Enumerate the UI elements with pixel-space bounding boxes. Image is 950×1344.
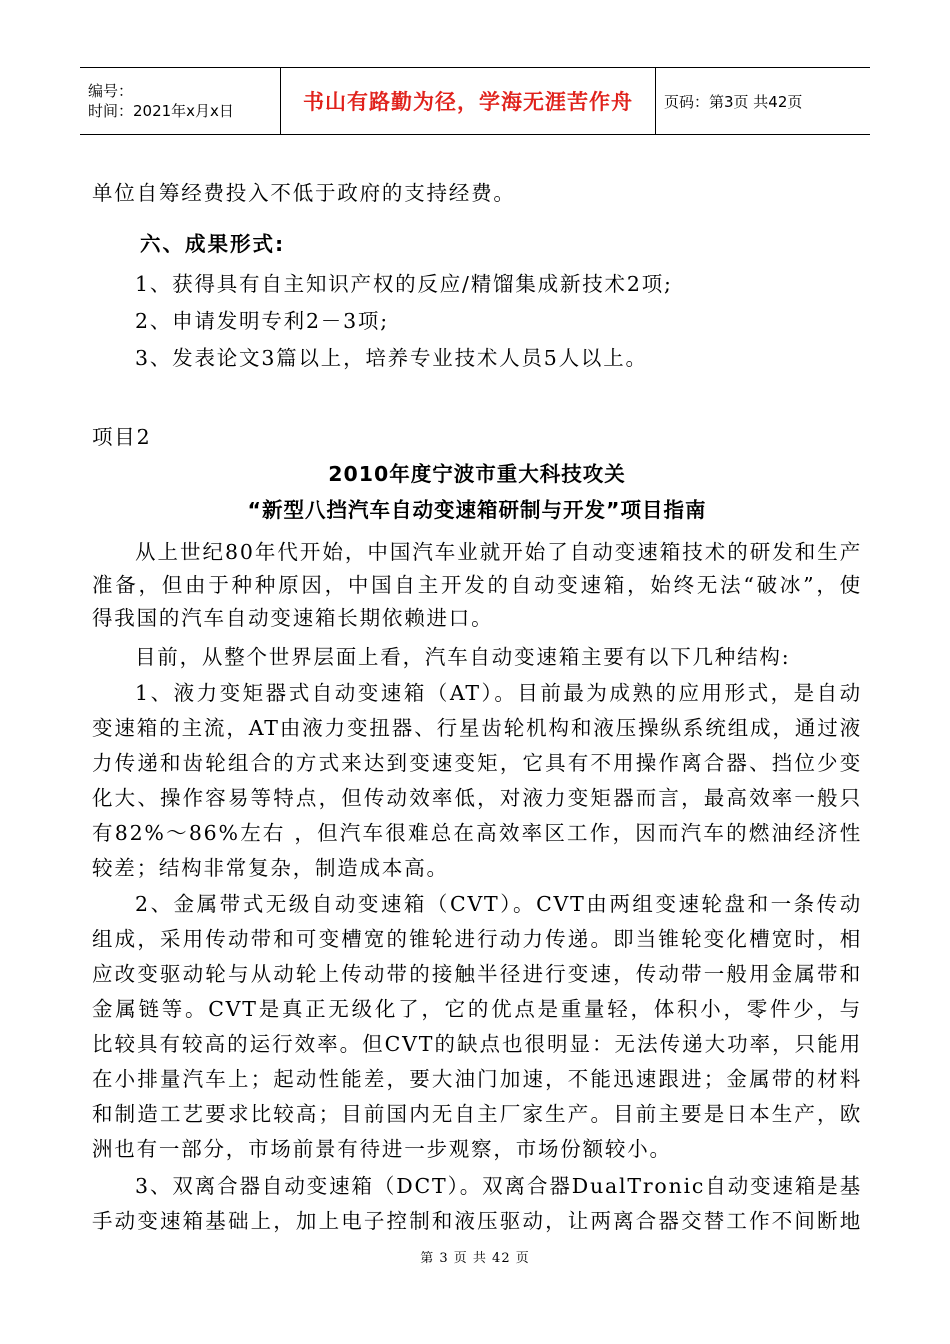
project-label: 项目2 — [92, 425, 152, 449]
number-label: 编号： — [88, 82, 134, 100]
paragraph-line: 变速箱的主流，AT由液力变扭器、行星齿轮机构和液压操纵系统组成，通过液 — [92, 716, 862, 740]
paragraph-line: 和制造工艺要求比较高；目前国内无自主厂家生产。目前主要是日本生产，欧 — [92, 1102, 862, 1126]
section-heading: 六、成果形式: — [140, 232, 286, 256]
paragraph-line: 力传递和齿轮组合的方式来达到变速变矩，它具有不用操作离合器、挡位少变 — [92, 751, 862, 775]
header-table — [80, 67, 870, 135]
paragraph-line: 1、液力变矩器式自动变速箱（AT）。目前最为成熟的应用形式，是自动 — [135, 681, 862, 705]
document-subtitle: “新型八挡汽车自动变速箱研制与开发”项目指南 — [247, 498, 707, 522]
paragraph-line: 准备，但由于种种原因，中国自主开发的自动变速箱，始终无法“破冰”，使 — [92, 573, 862, 597]
paragraph-line: 在小排量汽车上；起动性能差，要大油门加速，不能迅速跟进；金属带的材料 — [92, 1067, 862, 1091]
page-footer: 第 3 页 共 42 页 — [420, 1251, 530, 1266]
list-item: 3、发表论文3篇以上，培养专业技术人员5人以上。 — [135, 346, 648, 370]
paragraph-line: 手动变速箱基础上，加上电子控制和液压驱动，让两离合器交替工作不间断地 — [92, 1209, 862, 1233]
header-page-info-cell — [656, 68, 870, 134]
paragraph-line: 得我国的汽车自动变速箱长期依赖进口。 — [92, 606, 494, 630]
list-item: 2、申请发明专利2－3项; — [135, 309, 389, 333]
list-item: 1、获得具有自主知识产权的反应/精馏集成新技术2项; — [135, 272, 673, 296]
paragraph-line: 目前，从整个世界层面上看，汽车自动变速箱主要有以下几种结构: — [135, 645, 791, 669]
paragraph-line: 从上世纪80年代开始，中国汽车业就开始了自动变速箱技术的研发和生产 — [135, 540, 862, 564]
document-title: 2010年度宁波市重大科技攻关 — [328, 462, 626, 486]
paragraph-line: 应改变驱动轮与从动轮上传动带的接触半径进行变速，传动带一般用金属带和 — [92, 962, 862, 986]
page-info: 页码：第3页 共42页 — [664, 92, 803, 111]
paragraph-line: 洲也有一部分，市场前景有待进一步观察，市场份额较小。 — [92, 1137, 672, 1161]
paragraph-line: 组成，采用传动带和可变槽宽的锥轮进行动力传递。即当锥轮变化槽宽时，相 — [92, 927, 862, 951]
paragraph-line: 有82%～86%左右 ，但汽车很难总在高效率区工作，因而汽车的燃油经济性 — [92, 821, 862, 845]
paragraph-line: 较差；结构非常复杂，制造成本高。 — [92, 856, 449, 880]
paragraph-line: 2、金属带式无级自动变速箱（CVT）。CVT由两组变速轮盘和一条传动 — [135, 892, 862, 916]
paragraph-line: 3、双离合器自动变速箱（DCT）。双离合器DualTronic自动变速箱是基 — [135, 1174, 862, 1198]
paragraph-line: 比较具有较高的运行效率。但CVT的缺点也很明显：无法传递大功率，只能用 — [92, 1032, 862, 1056]
motto: 书山有路勤为径，学海无涯苦作舟 — [303, 90, 633, 114]
header-motto-cell — [280, 68, 656, 134]
header-left-cell — [80, 68, 280, 134]
paragraph-line: 化大、操作容易等特点，但传动效率低，对液力变矩器而言，最高效率一般只 — [92, 786, 862, 810]
paragraph-line: 单位自筹经费投入不低于政府的支持经费。 — [92, 181, 516, 205]
time-label: 时间：2021年x月x日 — [88, 102, 234, 120]
paragraph-line: 金属链等。CVT是真正无级化了，它的优点是重量轻，体积小，零件少，与 — [92, 997, 862, 1021]
